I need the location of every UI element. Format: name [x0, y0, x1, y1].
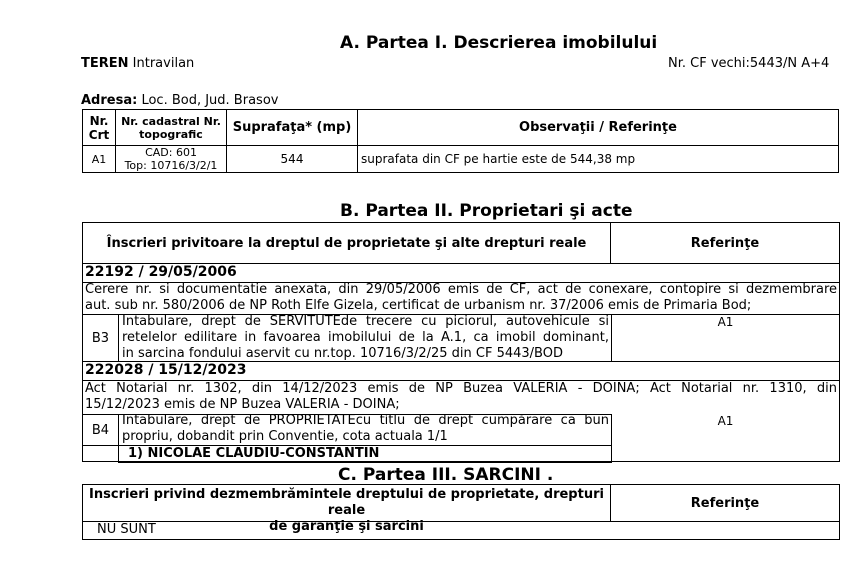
cell-observatii: suprafata din CF pe hartie este de 544,38 mp — [358, 146, 839, 173]
entry1-sub-line3: in sarcina fondului aservit cu nr.top. 10716/3/2/25 din CF 5443/BOD — [122, 346, 563, 361]
entry2-sub-ref: A1 — [717, 414, 734, 428]
part-c-header-right: Referinţe — [610, 484, 840, 522]
owner-name: 1) NICOLAE CLAUDIU-CONSTANTIN — [128, 446, 380, 461]
teren-label: TEREN — [81, 56, 129, 71]
entry1-id: 22192 / 29/05/2006 — [85, 264, 237, 280]
header-nr-crt: Nr. Crt — [83, 110, 116, 146]
entry1-line1: Cerere nr. si documentatie anexata, din 29/05/2006 emis de CF, act de conexare, contopire si dezmembrare — [85, 282, 837, 297]
entry1-text — [85, 282, 837, 314]
adresa-label: Adresa: — [81, 93, 138, 108]
entry2-sub-line2: propriu, dobandit prin Conventie, cota actuala 1/1 — [122, 429, 448, 444]
part-c-header-left — [82, 487, 611, 535]
table-row — [83, 146, 839, 173]
entry2-sub-line1: Intabulare, drept de PROPRIETATEcu titlu de drept cumpărare ca bun — [122, 413, 609, 428]
cell-cadastral — [116, 146, 227, 173]
entry1-sub-line2: retelelor edilitare in favoarea imobilului de la A.1, ca imobil dominant, — [122, 330, 609, 345]
teren-line — [81, 56, 194, 71]
part-c-title: C. Partea III. SARCINI . — [338, 465, 554, 485]
header-observatii: Observaţii / Referinţe — [358, 110, 839, 146]
cell-nr: A1 — [83, 146, 116, 173]
part-c-header-line1: Inscrieri privind dezmembrămintele dreptului de proprietate, drepturi reale — [89, 487, 604, 518]
entry2-sub-text — [122, 413, 609, 445]
entry2-line2: 15/12/2023 emis de NP Buzea VALERIA - DOINA; — [85, 397, 400, 412]
part-a-table — [82, 109, 839, 173]
entry2-text — [85, 381, 837, 413]
header-nr-cadastral: Nr. cadastral Nr. topografic — [116, 110, 227, 146]
entry1-sub-nr: B3 — [82, 314, 119, 362]
entry2-sub-nr: B4 — [82, 414, 119, 446]
part-c-value: NU SUNT — [97, 522, 156, 537]
entry1-line2: aut. sub nr. 580/2006 de NP Roth Elfe Gizela, certificat de urbanism nr. 37/2006 emis de Primaria Bod; — [85, 298, 752, 313]
adresa-value: Loc. Bod, Jud. Brasov — [141, 93, 279, 108]
part-b-header-right: Referinţe — [610, 222, 840, 264]
teren-value: Intravilan — [132, 56, 195, 71]
part-b-title: B. Partea II. Proprietari şi acte — [340, 201, 633, 221]
part-b-header-left: Înscrieri privitoare la dreptul de proprietate şi alte drepturi reale — [82, 222, 611, 264]
entry2-line1: Act Notarial nr. 1302, din 14/12/2023 emis de NP Buzea VALERIA - DOINA; Act Notarial nr. 1310, din — [85, 381, 837, 396]
entry2-id: 222028 / 15/12/2023 — [85, 362, 247, 378]
cell-suprafata: 544 — [227, 146, 358, 173]
top-value: Top: 10716/3/2/1 — [124, 159, 218, 172]
adresa-line — [81, 93, 278, 108]
entry1-sub-line1: Intabulare, drept de SERVITUTEde trecere cu piciorul, autovehicule si — [122, 314, 609, 329]
cad-value: CAD: 601 — [145, 146, 197, 159]
part-a-title: A. Partea I. Descrierea imobilului — [340, 33, 658, 53]
entry1-sub-text — [122, 314, 609, 362]
entry1-sub-ref: A1 — [717, 315, 734, 329]
cf-vechi: Nr. CF vechi:5443/N A+4 — [668, 56, 830, 71]
part-c-header-line2: de garanţie şi sarcini — [269, 519, 424, 534]
header-suprafata: Suprafaţa* (mp) — [227, 110, 358, 146]
